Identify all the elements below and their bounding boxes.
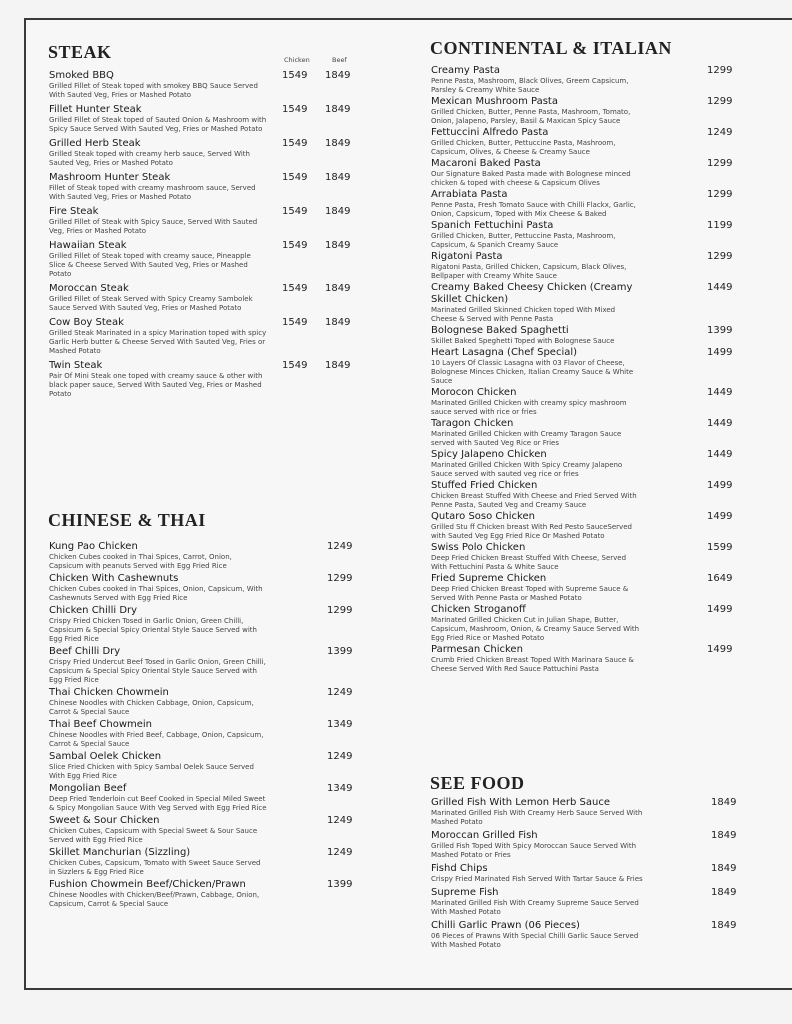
menu-item-name: Macaroni Baked Pasta <box>431 158 541 169</box>
menu-item-description: Penne Pasta, Fresh Tomato Sauce with Chilli Flackx, Garlic, Onion, Capsicum, Toped with Mix Cheese & Baked <box>431 201 636 218</box>
menu-item <box>49 605 353 644</box>
beef-price: 1849 <box>325 360 351 371</box>
menu-item <box>49 172 351 202</box>
price: 1349 <box>327 783 353 794</box>
menu-item-description: Grilled Chicken, Butter, Penne Pasta, Mashroom, Tomato, Onion, Jalapeno, Parsley, Basil & Maxican Spicy Sauce <box>431 108 631 125</box>
menu-item-name: Cow Boy Steak <box>49 317 124 328</box>
menu-item-name: Smoked BBQ <box>49 70 114 81</box>
price: 1449 <box>707 449 733 460</box>
menu-item-description: Chinese Noodles with Chicken Cabbage, Onion, Capsicum, Carrot & Special Sauce <box>49 699 254 716</box>
menu-item <box>49 879 353 909</box>
price: 1399 <box>327 879 353 890</box>
menu-item <box>431 127 733 157</box>
menu-item-description: Deep Fried Tenderloin cut Beef Cooked in Special Miled Sweet & Spicy Mongolian Sauce With Veg Served with Egg Fried Rice <box>49 795 267 812</box>
menu-item <box>431 387 733 417</box>
price: 1499 <box>707 347 733 358</box>
menu-item-description: Chicken Cubes cooked in Thai Spices, Onion, Capsicum, With Cashewnuts Served with Egg Fried Rice <box>49 585 263 602</box>
menu-item-name: Moroccan Steak <box>49 283 129 294</box>
menu-item-name: Mashroom Hunter Steak <box>49 172 171 183</box>
menu-item-description: Marinated Grilled Chicken with creamy spicy mashroom sauce served with rice or fries <box>431 399 627 416</box>
price: 1299 <box>707 96 733 107</box>
menu-item-description: Chicken Breast Stuffed With Cheese and Fried Served With Penne Pasta, Sauted Veg and Creamy Sauce <box>431 492 637 509</box>
menu-item-description: Grilled Fillet of Steak toped of Sauted Onion & Mashroom with Spicy Sauce Served With Sauted Veg, Fries or Mashed Potato <box>49 116 267 133</box>
menu-item-description: Pair Of Mini Steak one toped with creamy sauce & other with black paper sauce, Served With Sauted Veg, Fries or Mashed Potato <box>49 372 263 398</box>
menu-item-name: Chicken Stroganoff <box>431 604 526 615</box>
chicken-price: 1549 <box>282 240 308 251</box>
menu-item <box>431 65 733 95</box>
menu-item-name: Moroccan Grilled Fish <box>431 830 538 841</box>
continental-list <box>431 65 733 675</box>
chicken-price: 1549 <box>282 317 308 328</box>
menu-item <box>49 240 351 279</box>
menu-item-name: Fettuccini Alfredo Pasta <box>431 127 549 138</box>
steak-list <box>49 70 351 403</box>
beef-price: 1849 <box>325 104 351 115</box>
menu-item <box>431 863 737 884</box>
menu-item-description: Grilled Steak toped with creamy herb sauce, Served With Sauted Veg, Fries or Mashed Potato <box>49 150 250 167</box>
menu-item-description: 06 Pieces of Prawns With Special Chilli Garlic Sauce Served With Mashed Potato <box>431 932 639 949</box>
menu-item-description: Marinated Grilled Skinned Chicken toped With Mixed Cheese & Served with Penne Pasta <box>431 306 616 323</box>
menu-item-description: Chinese Noodles with Fried Beef, Cabbage, Onion, Capsicum, Carrot & Special Sauce <box>49 731 264 748</box>
menu-item-description: Deep Fried Chicken Breast Toped with Supreme Sauce & Served With Penne Pasta or Mashed Potato <box>431 585 629 602</box>
menu-item-name: Kung Pao Chicken <box>49 541 138 552</box>
menu-item-description: Grilled Fillet of Steak toped with smokey BBQ Sauce Served With Sauted Veg, Fries or Mashed Potato <box>49 82 258 99</box>
menu-item <box>431 542 733 572</box>
beef-price: 1849 <box>325 317 351 328</box>
beef-price: 1849 <box>325 283 351 294</box>
menu-item-description: Fillet of Steak toped with creamy mashroom sauce, Served With Sauted Veg, Fries or Mashed Potato <box>49 184 256 201</box>
beef-price: 1849 <box>325 172 351 183</box>
menu-item <box>49 70 351 100</box>
menu-item-name: Sweet & Sour Chicken <box>49 815 160 826</box>
price: 1199 <box>707 220 733 231</box>
menu-item-description: Skillet Baked Speghetti Toped with Bolognese Sauce <box>431 337 615 345</box>
menu-item <box>431 604 733 643</box>
menu-item-description: Grilled Steak Marinated in a spicy Marination toped with spicy Garlic Herb butter & Cheese Served With Sauted Veg, Fries or Mashed Potato <box>49 329 267 355</box>
beef-price: 1849 <box>325 138 351 149</box>
menu-item-description: Slice Fried Chicken with Spicy Sambal Oelek Sauce Served With Egg Fried Rice <box>49 763 254 780</box>
menu-item-name: Bolognese Baked Spaghetti <box>431 325 569 336</box>
menu-item-description: Grilled Chicken, Butter, Pettuccine Pasta, Mashroom, Capsicum, Olives, & Cheese & Creamy Sauce <box>431 139 616 156</box>
menu-item-name: Fillet Hunter Steak <box>49 104 142 115</box>
menu-item-name: Mexican Mushroom Pasta <box>431 96 558 107</box>
chicken-price: 1549 <box>282 172 308 183</box>
menu-item <box>49 847 353 877</box>
menu-item-name: Spicy Jalapeno Chicken <box>431 449 547 460</box>
menu-item <box>49 541 353 571</box>
menu-item <box>431 347 733 386</box>
menu-item <box>49 751 353 781</box>
price: 1299 <box>327 573 353 584</box>
menu-item-name: Heart Lasagna (Chef Special) <box>431 347 578 358</box>
menu-item-description: Penne Pasta, Mashroom, Black Olives, Greem Capsicum, Parsley & Creamy White Sauce <box>431 77 629 94</box>
chicken-price: 1549 <box>282 360 308 371</box>
menu-item <box>49 206 351 236</box>
menu-item-description: Our Signature Baked Pasta made with Bolognese minced chicken & toped with cheese & Capsicum Olives <box>431 170 631 187</box>
menu-item <box>49 283 351 313</box>
menu-item <box>49 783 353 813</box>
price: 1299 <box>707 189 733 200</box>
menu-item-description: Marinated Grilled Chicken with Creamy Taragon Sauce served with Sauted Veg Rice or Fries <box>431 430 622 447</box>
menu-item-name: Qutaro Soso Chicken <box>431 511 535 522</box>
menu-item-name: Grilled Herb Steak <box>49 138 141 149</box>
menu-item-name: Fishd Chips <box>431 863 488 874</box>
menu-item-name: Mongolian Beef <box>49 783 127 794</box>
menu-item <box>49 646 353 685</box>
menu-item-description: Crispy Fried Marinated Fish Served With Tartar Sauce & Fries <box>431 875 643 883</box>
menu-item-description: Deep Fried Chicken Breast Stuffed With Cheese, Served With Fettuchini Pasta & White Sauce <box>431 554 627 571</box>
menu-item <box>431 96 733 126</box>
price: 1349 <box>327 719 353 730</box>
menu-item-name: Supreme Fish <box>431 887 499 898</box>
chicken-price: 1549 <box>282 138 308 149</box>
menu-item-description: Grilled Fillet of Steak toped with creamy sauce, Pineapple Slice & Cheese Served With Sauted Veg, Fries or Mashed Potato <box>49 252 251 278</box>
continental-section-title: CONTINENTAL & ITALIAN <box>430 38 672 58</box>
chicken-price: 1549 <box>282 283 308 294</box>
menu-item <box>431 220 733 250</box>
price: 1299 <box>707 158 733 169</box>
menu-item-name: Arrabiata Pasta <box>431 189 508 200</box>
menu-item <box>49 815 353 845</box>
menu-item-name: Chilli Garlic Prawn (06 Pieces) <box>431 920 580 931</box>
price: 1499 <box>707 511 733 522</box>
price: 1299 <box>707 251 733 262</box>
menu-item-description: Chicken Cubes, Capsicum, Tomato with Sweet Sauce Served in Sizzlers & Egg Fried Rice <box>49 859 261 876</box>
menu-item-name: Beef Chilli Dry <box>49 646 121 657</box>
menu-item <box>431 418 733 448</box>
price: 1449 <box>707 418 733 429</box>
menu-item-name: Taragon Chicken <box>431 418 514 429</box>
menu-item-description: 10 Layers Of Classic Lasagna with 03 Flavor of Cheese, Bolognese Minces Chicken, Italian Creamy Sauce & White Sauce <box>431 359 634 385</box>
price: 1249 <box>327 541 353 552</box>
menu-item <box>431 887 737 917</box>
menu-item <box>431 480 733 510</box>
menu-item-description: Marinated Grilled Chicken Cut in Julian Shape, Butter, Capsicum, Mashroom, Onion, & Creamy Sauce Served With Egg Fried Rice or Mashed Potato <box>431 616 640 642</box>
menu-item-description: Grilled Stu ff Chicken breast With Red Pesto SauceServed with Sauted Veg Egg Fried Rice Or Mashed Potato <box>431 523 632 540</box>
menu-item-name: Fushion Chowmein Beef/Chicken/Prawn <box>49 879 246 890</box>
menu-item-name: Creamy Pasta <box>431 65 500 76</box>
price: 1499 <box>707 604 733 615</box>
price: 1849 <box>711 887 737 898</box>
menu-item-name: Spanich Fettuchini Pasta <box>431 220 554 231</box>
steak-col-chicken: Chicken <box>284 56 310 64</box>
price: 1849 <box>711 797 737 808</box>
price: 1249 <box>327 847 353 858</box>
steak-col-beef: Beef <box>332 56 347 64</box>
price: 1299 <box>327 605 353 616</box>
beef-price: 1849 <box>325 70 351 81</box>
menu-item-name: Hawaiian Steak <box>49 240 127 251</box>
menu-item-description: Crispy Fried Chicken Tosed in Garlic Onion, Green Chilli, Capsicum & Special Spicy Oriental Style Sauce Served with Egg Fried Rice <box>49 617 257 643</box>
menu-item <box>49 360 351 399</box>
menu-item <box>431 158 733 188</box>
menu-item-name: Twin Steak <box>49 360 103 371</box>
price: 1249 <box>327 687 353 698</box>
menu-item-name: Morocon Chicken <box>431 387 517 398</box>
chinese-list <box>49 541 353 911</box>
steak-section-title: STEAK <box>48 42 112 62</box>
menu-item <box>49 104 351 134</box>
menu-item <box>431 251 733 281</box>
menu-item-description: Rigatoni Pasta, Grilled Chicken, Capsicum, Black Olives, Bellpaper with Creamy White Sauce <box>431 263 627 280</box>
menu-item-description: Grilled Fish Toped With Spicy Moroccan Sauce Served With Mashed Potato or Fries <box>431 842 637 859</box>
menu-item-description: Marinated Grilled Fish With Creamy Supreme Sauce Served With Mashed Potato <box>431 899 639 916</box>
menu-item-description: Marinated Grilled Fish With Creamy Herb Sauce Served With Mashed Potato <box>431 809 643 826</box>
menu-item-name: Creamy Baked Cheesy Chicken (Creamy Skillet Chicken) <box>431 282 633 305</box>
menu-item-description: Chinese Noodles with Chicken/Beef/Prawn, Cabbage, Onion, Capsicum, Carrot & Special Sauce <box>49 891 260 908</box>
menu-item <box>49 687 353 717</box>
price: 1599 <box>707 542 733 553</box>
menu-item <box>49 719 353 749</box>
menu-item-name: Sambal Oelek Chicken <box>49 751 162 762</box>
menu-item-name: Skillet Manchurian (Sizzling) <box>49 847 191 858</box>
price: 1399 <box>707 325 733 336</box>
price: 1849 <box>711 863 737 874</box>
menu-item <box>49 317 351 356</box>
price: 1249 <box>327 751 353 762</box>
price: 1499 <box>707 480 733 491</box>
menu-item <box>431 325 733 346</box>
menu-item-description: Grilled Chicken, Butter, Pettuccine Pasta, Mashroom, Capsicum, & Spanich Creamy Sauce <box>431 232 616 249</box>
menu-item <box>431 797 737 827</box>
chicken-price: 1549 <box>282 206 308 217</box>
menu-item <box>431 830 737 860</box>
price: 1449 <box>707 282 733 293</box>
menu-item-name: Swiss Polo Chicken <box>431 542 526 553</box>
menu-item <box>431 644 733 674</box>
price: 1849 <box>711 920 737 931</box>
menu-item-name: Thai Beef Chowmein <box>49 719 153 730</box>
menu-item <box>431 920 737 950</box>
menu-item-name: Stuffed Fried Chicken <box>431 480 538 491</box>
menu-item-name: Chicken Chilli Dry <box>49 605 138 616</box>
price: 1299 <box>707 65 733 76</box>
menu-item-name: Parmesan Chicken <box>431 644 523 655</box>
menu-item <box>49 573 353 603</box>
price: 1849 <box>711 830 737 841</box>
price: 1649 <box>707 573 733 584</box>
menu-item-description: Crumb Fried Chicken Breast Toped With Marinara Sauce & Cheese Served With Red Sauce Pattuchini Pasta <box>431 656 634 673</box>
price: 1449 <box>707 387 733 398</box>
seefood-list <box>431 797 737 953</box>
menu-item <box>431 449 733 479</box>
menu-item-name: Fire Steak <box>49 206 99 217</box>
menu-item-description: Crispy Fried Undercut Beef Tosed in Garlic Onion, Green Chilli, Capsicum & Special Spicy Oriental Style Sauce Served with Egg Fried Rice <box>49 658 266 684</box>
menu-item <box>49 138 351 168</box>
price: 1399 <box>327 646 353 657</box>
menu-item-description: Marinated Grilled Chicken With Spicy Creamy Jalapeno Sauce served with sauted veg rice or fries <box>431 461 623 478</box>
price: 1249 <box>327 815 353 826</box>
menu-item-description: Grilled Fillet of Steak Served with Spicy Creamy Sambolek Sauce Served With Sauted Veg, Fries or Mashed Potato <box>49 295 253 312</box>
menu-item-description: Chicken Cubes, Capsicum with Special Sweet & Sour Sauce Served with Egg Fried Rice <box>49 827 258 844</box>
price: 1499 <box>707 644 733 655</box>
menu-item-name: Rigatoni Pasta <box>431 251 503 262</box>
chinese-section-title: CHINESE & THAI <box>48 510 206 530</box>
beef-price: 1849 <box>325 206 351 217</box>
menu-item-name: Thai Chicken Chowmein <box>49 687 169 698</box>
beef-price: 1849 <box>325 240 351 251</box>
menu-item-name: Grilled Fish With Lemon Herb Sauce <box>431 797 610 808</box>
menu-item <box>431 282 733 324</box>
menu-item <box>431 573 733 603</box>
chicken-price: 1549 <box>282 70 308 81</box>
chicken-price: 1549 <box>282 104 308 115</box>
price: 1249 <box>707 127 733 138</box>
seefood-section-title: SEE FOOD <box>430 773 525 793</box>
menu-item-description: Grilled Fillet of Steak with Spicy Sauce, Served With Sauted Veg, Fries or Mashed Potato <box>49 218 258 235</box>
menu-item-name: Chicken With Cashewnuts <box>49 573 179 584</box>
menu-item <box>431 189 733 219</box>
menu-item-description: Chicken Cubes cooked in Thai Spices, Carrot, Onion, Capsicum with peanuts Served with Egg Fried Rice <box>49 553 232 570</box>
menu-item-name: Fried Supreme Chicken <box>431 573 547 584</box>
menu-item <box>431 511 733 541</box>
